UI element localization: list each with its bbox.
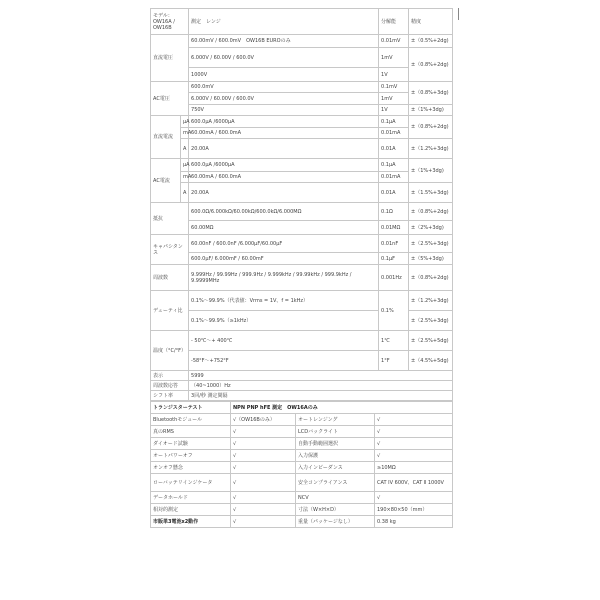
header-accuracy: 精度: [409, 9, 453, 35]
spec-unit: A: [181, 183, 189, 203]
spec-accuracy: ±（0.8%+2dg): [409, 48, 453, 82]
spec-accuracy: ±（0.8%+2dg): [409, 116, 453, 139]
spec-range: 600.0mV: [189, 82, 379, 93]
spec-unit: mA: [181, 128, 189, 139]
spec-row: [151, 116, 453, 128]
spec-range: 60.00MΩ: [189, 221, 379, 235]
spec-sheet: [150, 8, 452, 528]
spec-resolution: 0.1µF: [379, 253, 409, 265]
misc-row: [151, 371, 453, 381]
spec-row: [151, 253, 453, 265]
feature-label: 安全コンプライアンス: [296, 474, 375, 492]
spec-unit: A: [181, 139, 189, 159]
spec-range: 0.1%〜99.9%（≥1kHz）: [189, 311, 379, 331]
feature-label: ローバッテリインジケータ: [151, 474, 231, 492]
feature-value: √: [375, 414, 453, 426]
spec-category: 周波数: [151, 265, 189, 291]
spec-category: キャパシタンス: [151, 235, 189, 265]
spec-range: 600.0µA /6000µA: [189, 116, 379, 128]
transistor-label: トランジスターテスト: [151, 402, 231, 414]
spec-unit: mA: [181, 172, 189, 183]
spec-category: AC電圧: [151, 82, 189, 116]
header-range: 測定 レンジ: [189, 9, 379, 35]
spec-row: [151, 221, 453, 235]
spec-row: [151, 128, 453, 139]
feature-label: LCDバックライト: [296, 426, 375, 438]
spec-resolution: 1V: [379, 68, 409, 82]
feature-value: √: [375, 492, 453, 504]
spec-resolution: 0.01A: [379, 139, 409, 159]
spec-category: 抵抗: [151, 203, 189, 235]
feature-row: [151, 474, 453, 492]
spec-range: 60.00mV / 600.0mV OW16B EUROのみ: [189, 35, 379, 48]
feature-label: NCV: [296, 492, 375, 504]
spec-row: [151, 183, 453, 203]
spec-range: 6.000V / 60.00V / 600.0V: [189, 48, 379, 68]
spec-range: 1000V: [189, 68, 379, 82]
spec-category: AC電流: [151, 159, 181, 203]
spec-resolution: 0.001Hz: [379, 265, 409, 291]
spec-range: 0.1%〜99.9%（代表値：Vrms = 1V、f = 1kHz）: [189, 291, 379, 311]
feature-row: [151, 450, 453, 462]
spec-row: [151, 48, 453, 68]
spec-resolution: 0.1µA: [379, 159, 409, 172]
feature-value: 190×80×50（mm）: [375, 504, 453, 516]
spec-accuracy: ±（1.5%+3dg): [409, 183, 453, 203]
misc-label: 表示: [151, 371, 189, 381]
spec-accuracy: ±（0.8%+3dg): [409, 82, 453, 105]
feature-label: 相対的測定: [151, 504, 231, 516]
spec-row: [151, 82, 453, 93]
spec-category: 温度（°C/°F）: [151, 331, 189, 371]
spec-accuracy: ±（1.2%+3dg): [409, 291, 453, 311]
spec-range: 600.0µA /6000µA: [189, 159, 379, 172]
misc-label: 周波数応答: [151, 381, 189, 391]
feature-value: √: [375, 438, 453, 450]
spec-row: [151, 139, 453, 159]
spec-resolution: 0.01nF: [379, 235, 409, 253]
spec-resolution: 0.01A: [379, 183, 409, 203]
spec-resolution: 0.1%: [379, 291, 409, 331]
spec-range: 750V: [189, 105, 379, 116]
transistor-row: [151, 402, 453, 414]
spec-table: [150, 8, 453, 401]
spec-accuracy: ±（5%+3dg): [409, 253, 453, 265]
spec-row: [151, 265, 453, 291]
spec-resolution: 0.1µA: [379, 116, 409, 128]
spec-range: 20.00A: [189, 139, 379, 159]
feature-label: 重量（パッケージなし）: [296, 516, 375, 528]
spec-row: [151, 68, 453, 82]
feature-row: [151, 504, 453, 516]
spec-row: [151, 331, 453, 351]
spec-accuracy: ±（4.5%+5dg): [409, 351, 453, 371]
spec-range: 600.0µF/ 6.000mF / 60.00mF: [189, 253, 379, 265]
spec-range: 9.999Hz / 99.99Hz / 999.9Hz / 9.999kHz / 99.99kHz / 999.9kHz / 9.9999MHz: [189, 265, 379, 291]
spec-resolution: 0.01mV: [379, 35, 409, 48]
feature-label: Bluetoothモジュール: [151, 414, 231, 426]
feature-value: √: [375, 426, 453, 438]
feature-label: 市販単3電池x2動作: [151, 516, 231, 528]
feature-value: √: [231, 450, 296, 462]
feature-value: √: [231, 426, 296, 438]
feature-label: 入力保護: [296, 450, 375, 462]
feature-row: [151, 438, 453, 450]
spec-resolution: 1V: [379, 105, 409, 116]
misc-value: 5999: [189, 371, 453, 381]
spec-row: [151, 159, 453, 172]
spec-unit: µA: [181, 159, 189, 172]
feature-value: 0.38 kg: [375, 516, 453, 528]
spec-row: [151, 35, 453, 48]
feature-label: オンオフ懸念: [151, 462, 231, 474]
feature-label: 寸法（W×H×D）: [296, 504, 375, 516]
spec-range: 600.0Ω/6.000kΩ/60.00kΩ/600.0kΩ/6.000MΩ: [189, 203, 379, 221]
feature-label: 入力インピーダンス: [296, 462, 375, 474]
spec-accuracy: ±（1%+3dg): [409, 105, 453, 116]
misc-row: [151, 381, 453, 391]
spec-row: [151, 105, 453, 116]
header-model: モデル：OW16A / OW16B: [151, 9, 189, 35]
features-table: [150, 401, 453, 528]
spec-row: [151, 172, 453, 183]
spec-accuracy: ±（1%+3dg): [409, 159, 453, 183]
spec-range: 20.00A: [189, 183, 379, 203]
spec-accuracy: ±（1.2%+3dg): [409, 139, 453, 159]
spec-accuracy: ±（2%+3dg): [409, 221, 453, 235]
spec-resolution: 1mV: [379, 48, 409, 68]
spec-range: 60.00mA / 600.0mA: [189, 172, 379, 183]
spec-accuracy: ±（0.8%+2dg): [409, 265, 453, 291]
spec-unit: µA: [181, 116, 189, 128]
spec-row: [151, 291, 453, 311]
misc-value: （40~1000）Hz: [189, 381, 453, 391]
spec-resolution: 1°F: [379, 351, 409, 371]
spec-resolution: 0.01mA: [379, 128, 409, 139]
spec-accuracy: ±（0.8%+2dg): [409, 203, 453, 221]
spec-range: 6.000V / 60.00V / 600.0V: [189, 93, 379, 105]
feature-value: √: [231, 462, 296, 474]
feature-label: 真のRMS: [151, 426, 231, 438]
feature-value: ≥10MΩ: [375, 462, 453, 474]
spec-resolution: 0.1mV: [379, 82, 409, 93]
feature-label: 自動手動範囲選択: [296, 438, 375, 450]
spec-resolution: 0.01MΩ: [379, 221, 409, 235]
spec-accuracy: ±（2.5%+5dg): [409, 331, 453, 351]
spec-resolution: 0.1Ω: [379, 203, 409, 221]
feature-value: √: [231, 492, 296, 504]
feature-value: √: [231, 504, 296, 516]
feature-label: ダイオード試験: [151, 438, 231, 450]
spec-category: 直流電流: [151, 116, 181, 159]
feature-value: √: [375, 450, 453, 462]
scrollbar-marker: [458, 8, 459, 20]
spec-resolution: 1℃: [379, 331, 409, 351]
feature-label: データホールド: [151, 492, 231, 504]
table-header: [151, 9, 453, 35]
spec-row: [151, 351, 453, 371]
spec-row: [151, 203, 453, 221]
spec-resolution: 1mV: [379, 93, 409, 105]
spec-range: 60.00mA / 600.0mA: [189, 128, 379, 139]
spec-accuracy: ±（2.5%+3dg): [409, 235, 453, 253]
misc-row: [151, 391, 453, 401]
spec-resolution: 0.01mA: [379, 172, 409, 183]
feature-label: オートパワーオフ: [151, 450, 231, 462]
feature-value: √: [231, 516, 296, 528]
feature-label: オートレンジング: [296, 414, 375, 426]
spec-row: [151, 93, 453, 105]
feature-row: [151, 426, 453, 438]
spec-category: デューティ比: [151, 291, 189, 331]
misc-label: シフト率: [151, 391, 189, 401]
spec-accuracy: ±（2.5%+3dg): [409, 311, 453, 331]
transistor-value: NPN PNP hFE 測定 OW16Aのみ: [231, 402, 453, 414]
feature-value: √: [231, 474, 296, 492]
feature-value: √（OW16Bのみ）: [231, 414, 296, 426]
feature-row: [151, 414, 453, 426]
spec-range: -58°F〜+752°F: [189, 351, 379, 371]
spec-category: 直流電圧: [151, 35, 189, 82]
spec-row: [151, 235, 453, 253]
spec-range: - 50℃〜+ 400℃: [189, 331, 379, 351]
misc-value: 3回/秒 測定間隔: [189, 391, 453, 401]
feature-value: √: [231, 438, 296, 450]
feature-value: CAT IV 600V、CAT Ⅱ 1000V: [375, 474, 453, 492]
feature-row: [151, 492, 453, 504]
feature-row: [151, 462, 453, 474]
spec-range: 60.00nF / 600.0nF /6.000µF/60.00µF: [189, 235, 379, 253]
spec-accuracy: ±（0.5%+2dg): [409, 35, 453, 48]
header-resolution: 分解能: [379, 9, 409, 35]
feature-row: [151, 516, 453, 528]
